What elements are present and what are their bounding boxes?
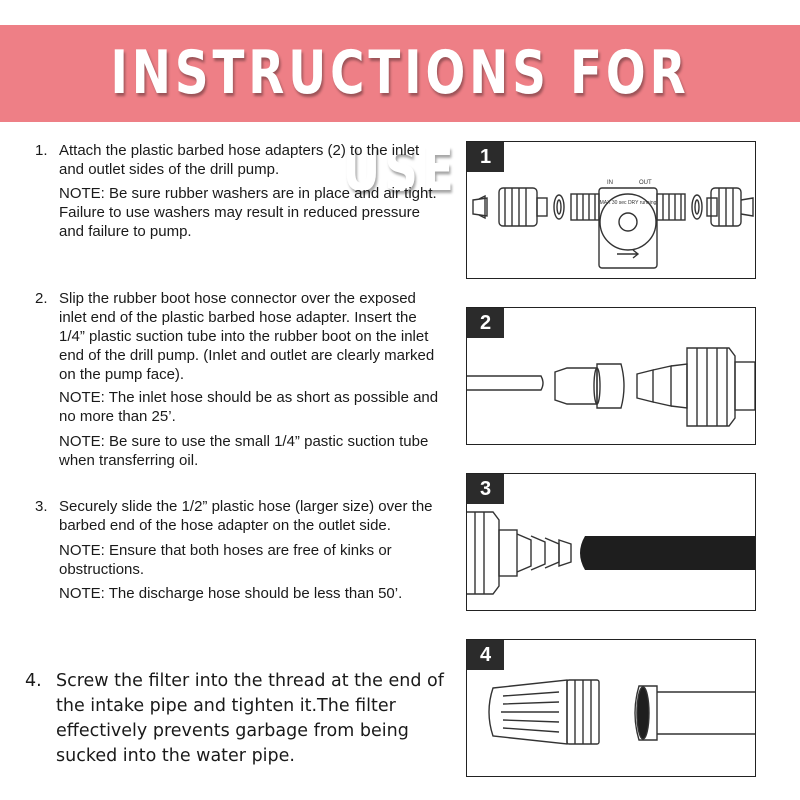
step-3-note-1: NOTE: Ensure that both hoses are free of kinks or obstructions. — [59, 542, 392, 578]
step-number: 1. — [35, 142, 48, 159]
suction-tube-boot-icon — [467, 308, 755, 444]
inlet-label: IN — [607, 180, 613, 186]
step-2-note-1: NOTE: The inlet hose should be as short as possible and no more than 25’. — [59, 389, 439, 425]
outlet-label: OUT — [639, 180, 652, 186]
pump-assembly-icon — [467, 142, 755, 278]
outlet-hose-icon — [467, 474, 755, 610]
step-text: Attach the plastic barbed hose adapters (2) to the inlet and outlet sides of the drill pump. — [59, 142, 420, 178]
panel-badge: 4 — [467, 640, 504, 670]
page-title: INSTRUCTIONS FOR USE — [110, 38, 690, 205]
step-text: Securely slide the 1/2” plastic hose (larger size) over the barbed end of the hose adapter on the outlet side. — [59, 498, 433, 534]
panel-1 — [466, 141, 756, 279]
panel-badge: 1 — [467, 142, 504, 172]
step-number: 2. — [35, 290, 48, 307]
step-2-note-2: NOTE: Be sure to use the small 1/4” pastic suction tube when transferring oil. — [59, 433, 429, 469]
step-text: Screw the filter into the thread at the end of the intake pipe and tighten it.The filter effectively prevents garbage from being sucked into the water pipe. — [56, 671, 444, 766]
panel-4 — [466, 639, 756, 777]
step-number: 3. — [35, 498, 48, 515]
panel-badge: 3 — [467, 474, 504, 504]
filter-icon — [467, 640, 755, 776]
step-3-note-2: NOTE: The discharge hose should be less than 50’. — [59, 585, 403, 602]
step-text: Slip the rubber boot hose connector over the exposed inlet end of the plastic barbed hose adapter. Insert the 1/4” plastic suction tube into the rubber boot on the inlet end of the drill pump. (Inlet and outlet are clearly marked on the pump face). — [59, 290, 435, 383]
panel-badge: 2 — [467, 308, 504, 338]
panel-2 — [466, 307, 756, 445]
pump-face-label: MAX 30 sec DRY running — [599, 200, 657, 206]
step-number: 4. — [25, 671, 42, 691]
step-1-note: NOTE: Be sure rubber washers are in place and air tight. Failure to use washers may result in reduced pressure and failure to pump. — [59, 185, 437, 240]
panel-3 — [466, 473, 756, 611]
